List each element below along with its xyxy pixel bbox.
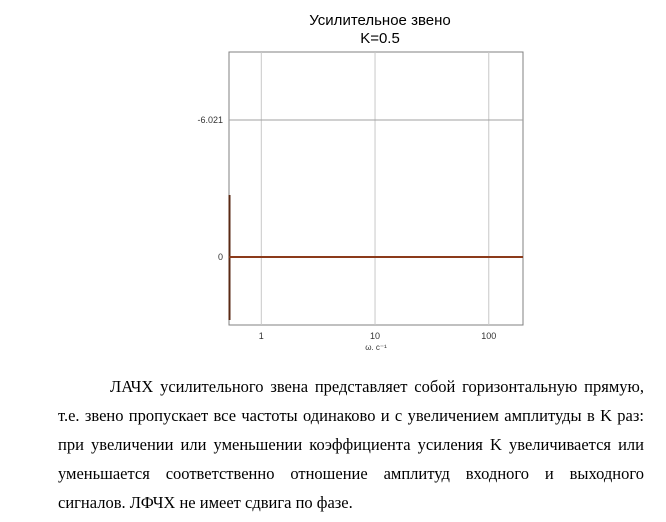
paragraph-line-3: при увеличении или уменьшении коэффициента усиления K увеличивается или — [58, 435, 644, 454]
paragraph-line-4: уменьшается соответственно отношение амплитуд входного и выходного — [58, 464, 644, 483]
y-tick-label: -6.021 — [197, 115, 223, 125]
x-tick-label: 1 — [258, 331, 264, 341]
plot-area — [229, 52, 523, 325]
chart-title: Усилительное звено — [309, 12, 451, 29]
paragraph-line-2: т.е. звено пропускает все частоты одинаково и с увеличением амплитуды в K раз: — [58, 406, 644, 425]
paragraph-line-5: сигналов. ЛФЧХ не имеет сдвига по фазе. — [58, 493, 353, 512]
paragraph-line-1: ЛАЧХ усилительного звена представляет собой горизонтальную прямую, — [110, 377, 644, 396]
x-axis-label: ω, c⁻¹ — [365, 343, 387, 350]
x-tick-label: 100 — [481, 331, 497, 341]
x-tick-label: 10 — [370, 331, 381, 341]
y-tick-label: 0 — [217, 252, 223, 262]
paragraph — [58, 372, 644, 517]
chart-subtitle: K=0.5 — [360, 30, 400, 47]
